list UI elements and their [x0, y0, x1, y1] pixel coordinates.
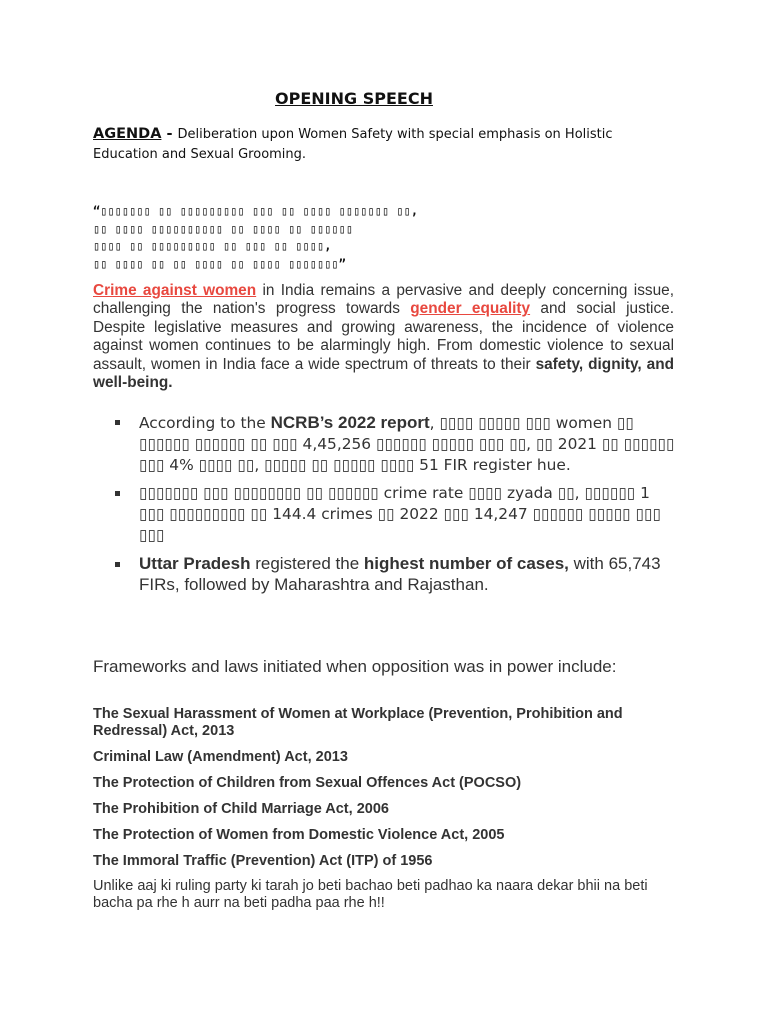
list-item — [115, 412, 675, 476]
law-item: Criminal Law (Amendment) Act, 2013 — [93, 749, 348, 765]
bullet-text: with 65,743 FIRs, followed by Maharashtra and Rajasthan. — [139, 554, 661, 594]
bullet-list — [115, 412, 675, 602]
agenda-paragraph — [93, 124, 668, 165]
closing-paragraph: Unlike aaj ki ruling party ki tarah jo beti bachao beti padhao ka naara dekar bhii na beti bacha pa rhe h aurr na beti padha paa rhe h!! — [93, 878, 648, 911]
poem-line: ▯▯▯▯ ▯▯ ▯▯▯▯▯▯▯▯▯ ▯▯ ▯▯▯ ▯▯ ▯▯▯▯, — [93, 239, 332, 253]
poem-line: “▯▯▯▯▯▯▯ ▯▯ ▯▯▯▯▯▯▯▯▯ ▯▯▯ ▯▯ ▯▯▯▯ ▯▯▯▯▯▯▯ ▯▯, — [93, 204, 419, 218]
intro-paragraph — [93, 282, 674, 392]
poem-line: ▯▯ ▯▯▯▯ ▯▯▯▯▯▯▯▯▯▯ ▯▯ ▯▯▯▯ ▯▯ ▯▯▯▯▯▯ — [93, 221, 354, 236]
intro-text-2: and social justice. Despite legislative measures and growing awareness, the incidence of violence against women continues to be alarmingly high. From domestic violence to sexual assault, women in India face a wide spectrum of threats to their — [93, 300, 675, 373]
list-item — [115, 553, 675, 595]
bullet-bold-text: Uttar Pradesh — [139, 554, 251, 573]
agenda-label: AGENDA — [93, 126, 162, 142]
agenda-text: Deliberation upon Women Safety with special emphasis on Holistic Education and Sexual Grooming. — [93, 127, 613, 162]
intro-bold-text: safety, dignity, and well-being. — [93, 355, 675, 392]
poem-line: ▯▯ ▯▯▯▯ ▯▯ ▯▯ ▯▯▯▯ ▯▯ ▯▯▯▯ ▯▯▯▯▯▯▯” — [93, 256, 346, 271]
page-title: OPENING SPEECH — [275, 89, 433, 108]
law-item: The Sexual Harassment of Women at Workplace (Prevention, Prohibition and Redressal) Act, 2013 — [93, 706, 623, 739]
crime-against-women-link[interactable]: Crime against women — [93, 282, 257, 299]
bullet-text: According to the — [139, 414, 271, 432]
bullet-icon — [115, 420, 120, 425]
bullet-icon — [115, 491, 120, 496]
intro-text-1: in India remains a pervasive and deeply concerning issue, challenging the nation's progress towards — [93, 282, 674, 318]
bullet-bold-text: NCRB’s 2022 report — [270, 413, 430, 432]
bullet-text: ▯▯▯▯▯▯▯ ▯▯▯ ▯▯▯▯▯▯▯▯ ▯▯ ▯▯▯▯▯▯ crime rate ▯▯▯▯ zyada ▯▯, ▯▯▯▯▯▯ 1 ▯▯▯ ▯▯▯▯▯▯▯▯▯ ▯▯ 144.4 crimes ▯▯ 2022 ▯▯▯ 14,247 ▯▯▯▯▯▯ ▯▯▯▯▯ ▯▯▯ ▯▯▯ — [139, 484, 661, 544]
laws-list — [93, 706, 668, 879]
bullet-text: , ▯▯▯▯ ▯▯▯▯▯ ▯▯▯ women ▯▯ ▯▯▯▯▯▯ ▯▯▯▯▯▯ ▯▯ ▯▯▯ 4,45,256 ▯▯▯▯▯▯ ▯▯▯▯▯ ▯▯▯ ▯▯, ▯▯ 2021 ▯▯ ▯▯▯▯▯▯ ▯▯▯ 4% ▯▯▯▯ ▯▯, ▯▯▯▯▯ ▯▯ ▯▯▯▯▯ ▯▯▯▯ 51 FIR register hue. — [139, 414, 675, 474]
list-item — [115, 483, 675, 546]
gender-equality-link[interactable]: gender equality — [410, 300, 531, 318]
poem-quote — [93, 203, 653, 273]
bullet-text: registered the — [250, 554, 364, 573]
bullet-icon — [115, 562, 120, 567]
law-item: The Protection of Women from Domestic Violence Act, 2005 — [93, 827, 505, 843]
law-item: The Immoral Traffic (Prevention) Act (ITP) of 1956 — [93, 853, 433, 869]
law-item: The Protection of Children from Sexual Offences Act (POCSO) — [93, 775, 522, 791]
law-item: The Prohibition of Child Marriage Act, 2006 — [93, 801, 389, 817]
agenda-dash: - — [161, 126, 178, 142]
bullet-bold-text: highest number of cases, — [363, 554, 569, 573]
frameworks-heading: Frameworks and laws initiated when opposition was in power include: — [93, 657, 617, 676]
